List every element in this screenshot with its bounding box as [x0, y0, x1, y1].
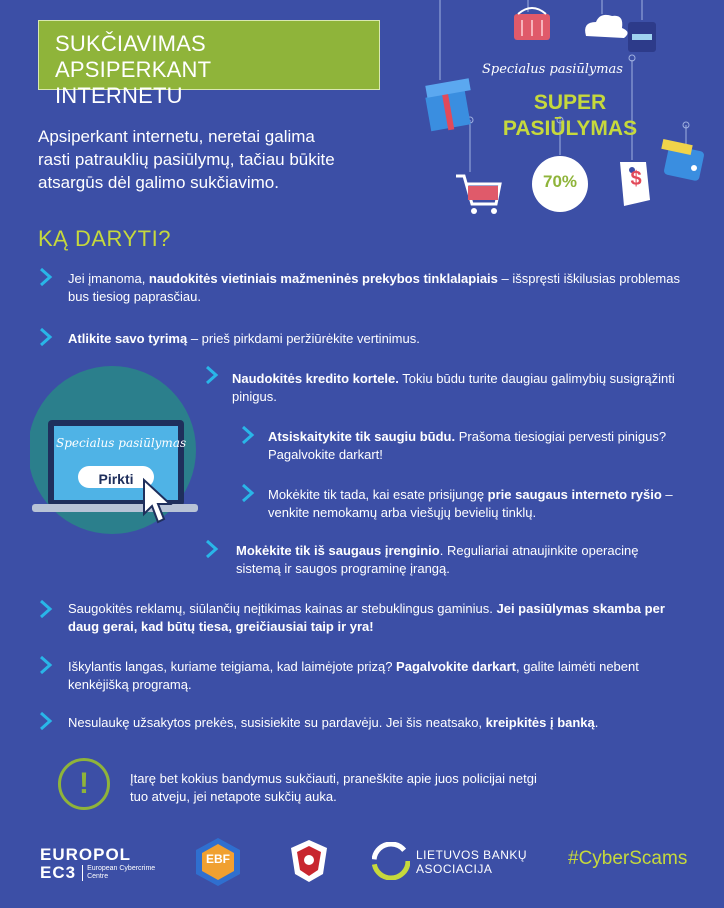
tip-7-text: Saugokitės reklamų, siūlančių neįtikimas kainas ar stebuklingus gaminius.	[68, 601, 497, 616]
tip-4-bold: Atsiskaitykite tik saugiu būdu.	[268, 429, 456, 444]
tip-5	[268, 486, 688, 522]
chevron-right-icon	[240, 482, 256, 504]
tip-7	[68, 600, 698, 636]
title-line-2: INTERNETU	[55, 83, 183, 108]
bank-association-logo	[372, 842, 410, 880]
tip-2-bold: Atlikite savo tyrimą	[68, 331, 188, 346]
laptop-illustration	[30, 362, 206, 542]
tip-4-rest: Prašoma tiesiogiai pervesti pinigus? Pagalvokite darkart!	[268, 429, 667, 462]
ec3-subtitle	[82, 865, 155, 881]
super-offer-heading	[470, 90, 670, 142]
warning-text	[130, 770, 650, 806]
tip-9-rest: .	[594, 715, 599, 730]
chevron-right-icon	[38, 266, 54, 288]
wallet-icon	[661, 139, 704, 181]
ebf-text: EBF	[206, 852, 230, 866]
tip-7-bold: Jei pasiūlymas skamba per daug gerai, kad būtų tiesa, greičiausiai taip ir yra!	[68, 601, 665, 634]
cart-icon	[456, 176, 500, 214]
warning-icon: !	[58, 758, 110, 810]
tip-9-text: Nesulaukę užsakytos prekės, susisiekite su pardavėju. Jei šis neatsako,	[68, 715, 486, 730]
tip-6	[236, 542, 686, 578]
intro-line-2: rasti patrauklių pasiūlymų, tačiau būkite	[38, 150, 335, 169]
intro-line-1: Apsiperkant internetu, neretai galima	[38, 127, 315, 146]
ec3-subtitle-line-1: European Cybercrime	[87, 865, 156, 872]
tip-1	[68, 270, 688, 306]
tip-6-rest: . Reguliariai atnaujinkite operacinę sistemą ir saugos programinę įrangą.	[236, 543, 639, 576]
chevron-right-icon	[240, 424, 256, 446]
tip-2	[68, 330, 688, 348]
police-emblem	[289, 838, 329, 884]
tip-4	[268, 428, 668, 464]
tip-1-bold: naudokitės vietiniais mažmeninės prekybos tinklalapiais	[148, 271, 498, 286]
tip-3-bold: Naudokitės kredito kortele.	[232, 371, 399, 386]
laptop-base	[32, 504, 198, 512]
section-heading: KĄ DARYTI?	[38, 226, 171, 251]
intro-paragraph	[38, 125, 398, 194]
intro-line-3: atsargūs dėl galimo sukčiavimo.	[38, 173, 279, 192]
laptop-buy-button[interactable]: Pirkti	[98, 471, 134, 487]
title-line-1: SUKČIAVIMAS APSIPERKANT	[55, 31, 212, 82]
chevron-right-icon	[38, 326, 54, 348]
tip-6-bold: Mokėkite tik iš saugaus įrenginio	[236, 543, 440, 558]
chevron-right-icon	[204, 364, 220, 386]
bank-association-line-2: ASOCIACIJA	[416, 862, 493, 876]
gift-icon	[425, 78, 470, 131]
europol-wordmark: EUROPOL	[40, 845, 132, 864]
chevron-right-icon	[38, 710, 54, 732]
warning-line-1: Įtarę bet kokius bandymus sukčiauti, praneškite apie juos policijai netgi	[130, 771, 537, 786]
ec3-wordmark: EC3	[40, 863, 77, 882]
tip-8-text: Iškylantis langas, kuriame teigiama, kad laimėjote prizą?	[68, 659, 397, 674]
tip-5-rest: – venkite nemokamų arba viešųjų bevielių tinklų.	[268, 487, 673, 520]
hashtag: #CyberScams	[568, 848, 688, 869]
tip-9	[68, 714, 698, 732]
tip-5-text: Mokėkite tik tada, kai esate prisijungę	[268, 487, 488, 502]
super-line-1: SUPER	[533, 91, 607, 114]
chevron-right-icon	[204, 538, 220, 560]
bank-association-text	[416, 848, 527, 876]
cloud-icon	[585, 15, 627, 38]
tip-5-bold: prie saugaus interneto ryšio	[487, 487, 662, 502]
chevron-right-icon	[38, 654, 54, 676]
tip-8	[68, 658, 698, 694]
bank-association-line-1: LIETUVOS BANKŲ	[416, 848, 528, 862]
promo-special-text: Specialus pasiūlymas	[482, 62, 623, 77]
europol-logo	[40, 846, 190, 882]
laptop-screen-text: Specialus pasiūlymas	[56, 436, 187, 450]
tip-3-rest: Tokiu būdu turite daugiau galimybių susigrąžinti pinigus.	[232, 371, 675, 404]
tip-9-bold: kreipkitės į banką	[485, 715, 595, 730]
tip-3	[232, 370, 682, 406]
title-banner	[38, 20, 380, 108]
card-icon	[628, 22, 656, 52]
chevron-right-icon	[38, 598, 54, 620]
tip-1-rest: – išspręsti iškilusias problemas bus tiesiog paprasčiau.	[68, 271, 680, 304]
tip-2-rest: – prieš pirkdami peržiūrėkite vertinimus.	[187, 331, 420, 346]
basket-icon	[514, 8, 550, 40]
discount-text: 70%	[542, 172, 578, 191]
tip-1-text: Jei įmanoma,	[68, 271, 149, 286]
warning-line-2: tuo atveju, jei netapote sukčių auka.	[130, 789, 337, 804]
tip-8-rest: , galite laimėti nebent kenkėjišką programą.	[68, 659, 639, 692]
tip-8-bold: Pagalvokite darkart	[396, 659, 516, 674]
super-line-2: PASIŪLYMAS	[502, 117, 638, 140]
dollar-sign: $	[630, 168, 642, 190]
ec3-subtitle-line-2: Centre	[87, 873, 109, 880]
